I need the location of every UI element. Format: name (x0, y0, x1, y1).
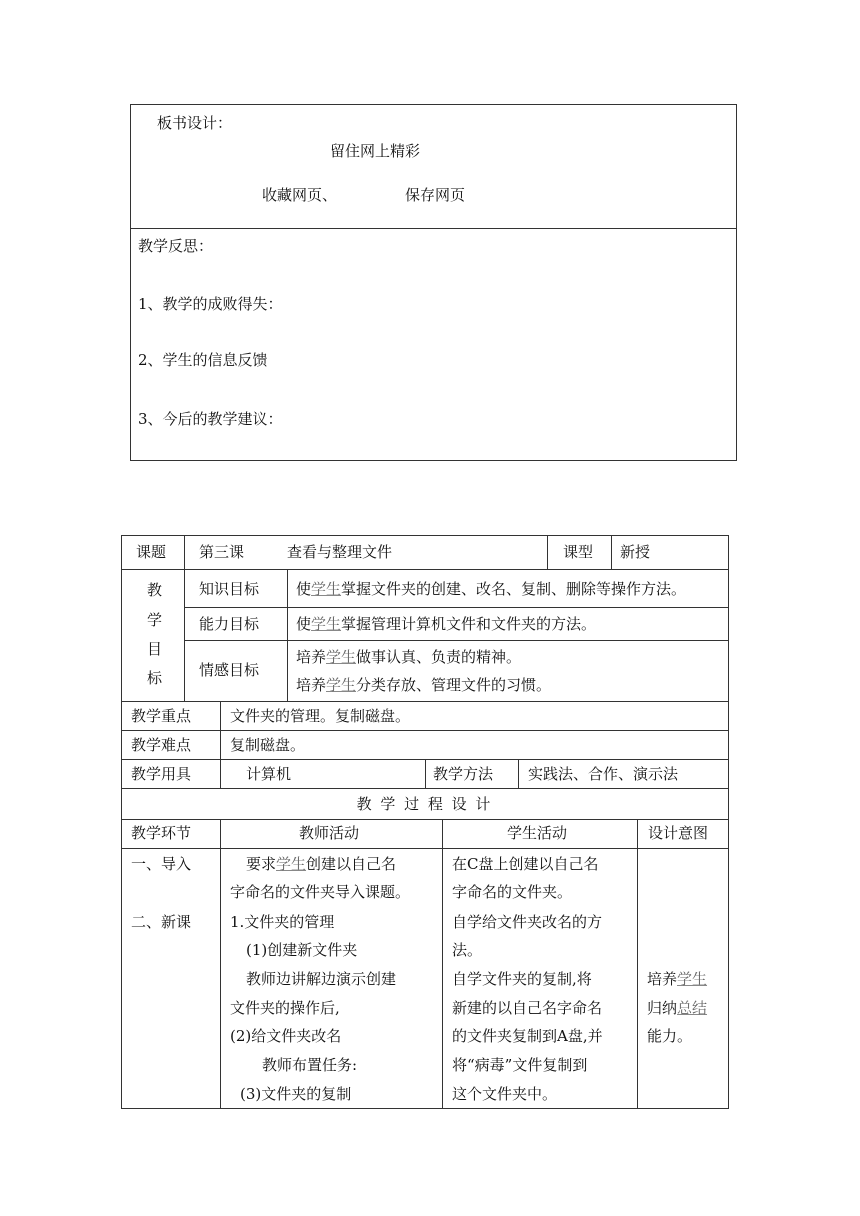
teacher-activity-line: 文件夹的操作后, (230, 999, 340, 1017)
topic-lesson-name: 查看与整理文件 (287, 543, 393, 561)
board-design-table (130, 104, 737, 461)
board-item-bookmark: 收藏网页、 (262, 186, 338, 204)
topic-lesson-number: 第三课 (199, 543, 245, 561)
goals-label-char-4: 标 (147, 669, 163, 687)
student-activity-line: 这个文件夹中。 (452, 1085, 558, 1103)
reflection-line-2: 2、学生的信息反馈 (138, 351, 268, 369)
difficulty-label: 教学难点 (131, 736, 192, 754)
method-value: 实践法、合作、演示法 (528, 765, 679, 783)
student-activity-line: 法。 (452, 941, 483, 959)
emotion-goal-text-1: 培养学生做事认真、负责的精神。 (296, 648, 522, 666)
goals-label-char-3: 目 (147, 640, 163, 658)
teacher-activity-line: 教师布置任务: (262, 1056, 358, 1074)
ability-goal-label: 能力目标 (199, 615, 260, 633)
stage-intro: 一、导入 (131, 855, 192, 873)
goals-label-char-2: 学 (147, 611, 163, 629)
reflection-heading: 教学反思： (138, 237, 214, 255)
type-label: 课型 (563, 543, 594, 561)
process-title: 教 学 过 程 设 计 (356, 795, 493, 813)
difficulty-value: 复制磁盘。 (230, 736, 306, 754)
method-label: 教学方法 (433, 765, 494, 783)
board-divider (130, 228, 736, 229)
col-header-student: 学生活动 (507, 824, 568, 842)
student-activity-line: 将“病毒”文件复制到 (452, 1056, 588, 1074)
board-item-save: 保存网页 (405, 186, 466, 204)
col-header-teacher: 教师活动 (299, 824, 360, 842)
teacher-activity-line: 1.文件夹的管理 (230, 913, 335, 931)
intent-line-3: 能力。 (647, 1027, 693, 1045)
col-header-stage: 教学环节 (131, 824, 192, 842)
teacher-activity-line: 要求学生创建以自己名 (246, 855, 397, 873)
reflection-line-3: 3、今后的教学建议： (138, 410, 283, 428)
tools-value: 计算机 (246, 765, 292, 783)
teacher-activity-line: (3)文件夹的复制 (240, 1085, 352, 1103)
reflection-line-1: 1、教学的成败得失： (138, 295, 283, 313)
teacher-activity-line: (1)创建新文件夹 (246, 941, 358, 959)
col-header-intent: 设计意图 (648, 824, 709, 842)
key-point-label: 教学重点 (131, 707, 192, 725)
key-point-value: 文件夹的管理。复制磁盘。 (230, 707, 411, 725)
teacher-activity-line: (2)给文件夹改名 (230, 1027, 342, 1045)
student-activity-line: 新建的以自己名字命名 (452, 999, 603, 1017)
student-activity-line: 的文件夹复制到A盘,并 (452, 1027, 603, 1045)
type-value: 新授 (620, 543, 651, 561)
stage-new-lesson: 二、新课 (131, 913, 192, 931)
knowledge-goal-text: 使学生掌握文件夹的创建、改名、复制、删除等操作方法。 (296, 580, 687, 598)
topic-label: 课题 (136, 543, 167, 561)
ability-goal-text: 使学生掌握管理计算机文件和文件夹的方法。 (296, 615, 597, 633)
intent-line-1: 培养学生 (647, 970, 708, 988)
goals-label-char-1: 教 (147, 581, 163, 599)
student-activity-line: 自学给文件夹改名的方 (452, 913, 603, 931)
student-activity-line: 自学文件夹的复制,将 (452, 970, 592, 988)
student-activity-line: 字命名的文件夹。 (452, 883, 573, 901)
emotion-goal-text-2: 培养学生分类存放、管理文件的习惯。 (296, 676, 552, 694)
board-heading: 板书设计： (157, 114, 233, 132)
knowledge-goal-label: 知识目标 (199, 580, 260, 598)
teacher-activity-line: 教师边讲解边演示创建 (246, 970, 397, 988)
emotion-goal-label: 情感目标 (199, 661, 260, 679)
intent-line-2: 归纳总结 (647, 999, 708, 1017)
board-title: 留住网上精彩 (330, 142, 421, 160)
student-activity-line: 在C盘上创建以自己名 (452, 855, 599, 873)
teacher-activity-line: 字命名的文件夹导入课题。 (230, 883, 411, 901)
tools-label: 教学用具 (131, 765, 192, 783)
